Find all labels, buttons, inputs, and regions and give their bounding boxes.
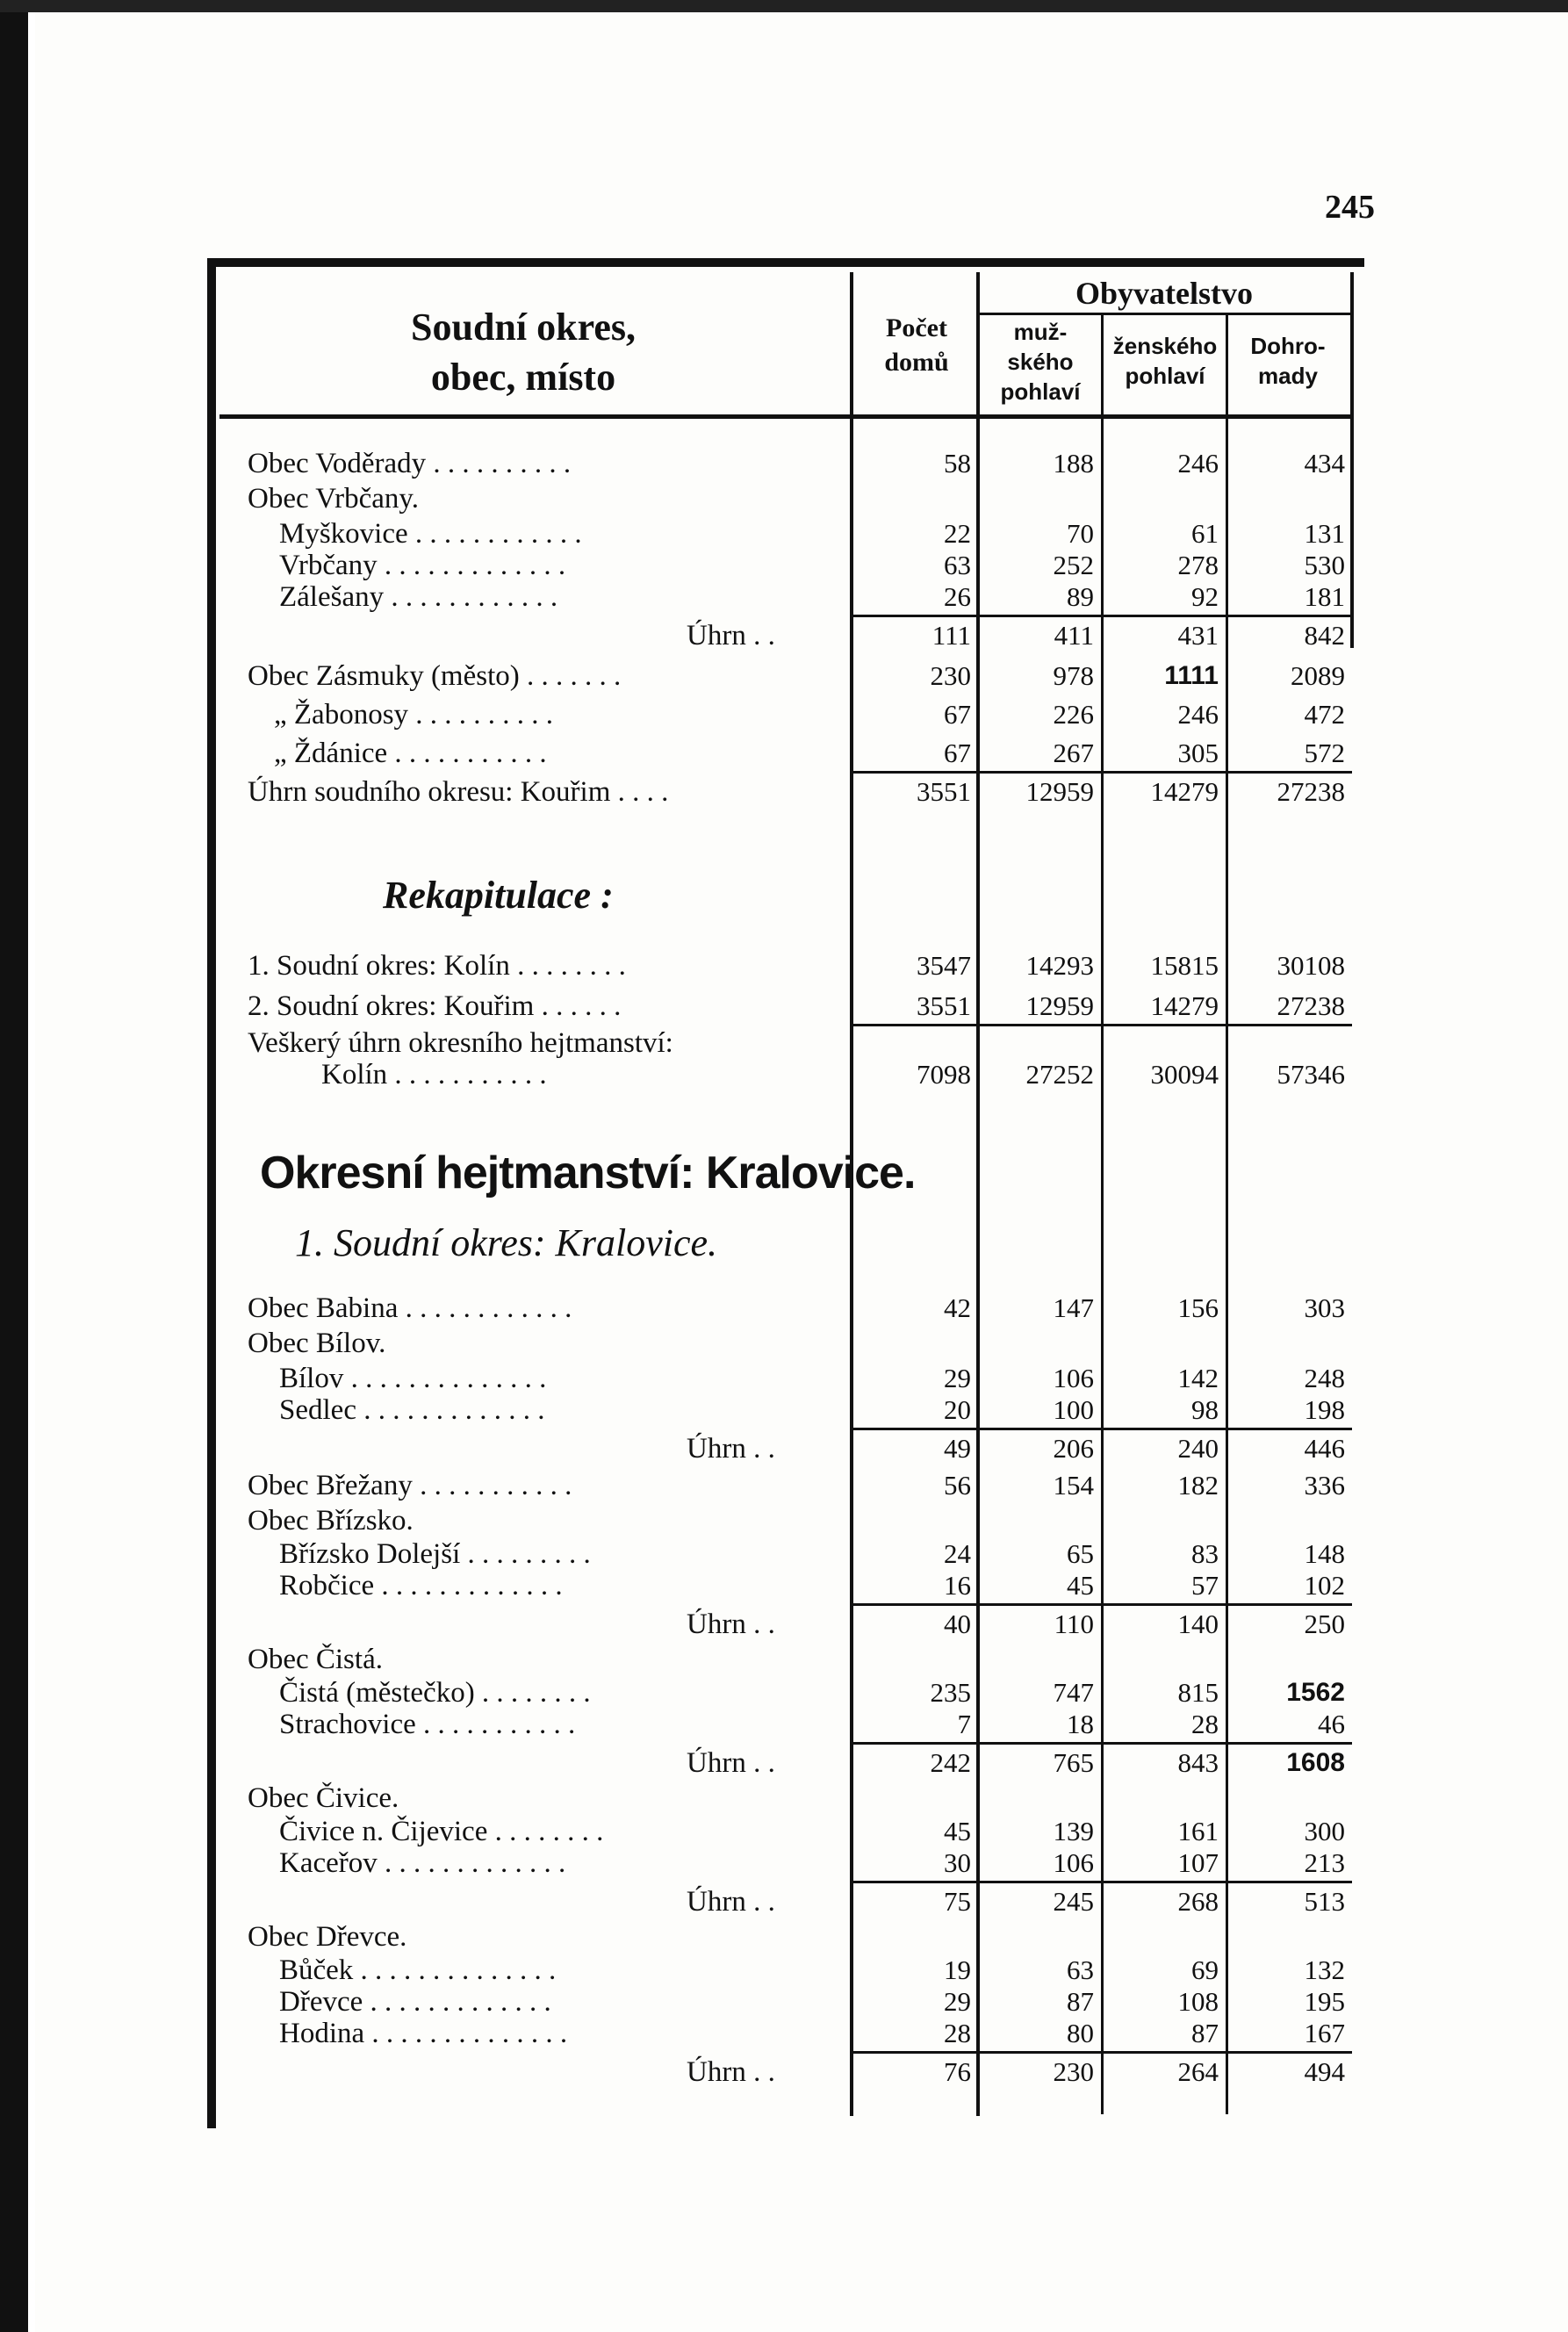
cell-female: 268: [1177, 1886, 1219, 1917]
scan-edge-left: [0, 0, 28, 2332]
cell-total: 46: [1318, 1709, 1345, 1739]
cell-female: 14279: [1150, 990, 1219, 1021]
cell-female: 140: [1177, 1609, 1219, 1639]
cell-female: 431: [1177, 620, 1219, 651]
row-label: Obec Bílov.: [248, 1328, 386, 1359]
column-header-male-line1: muž-: [1013, 319, 1068, 345]
table-row: [207, 948, 1364, 983]
cell-total: 1562: [1286, 1678, 1345, 1707]
cell-male: 252: [1053, 550, 1094, 580]
cell-female: 815: [1177, 1677, 1219, 1708]
table-row-grand-total-label: [207, 1026, 1364, 1061]
cell-male: 154: [1053, 1470, 1094, 1501]
cell-houses: 3547: [917, 950, 971, 981]
row-label: Obec Voděrady . . . . . . . . . .: [248, 448, 572, 479]
cell-houses: 58: [944, 448, 971, 479]
row-label: 1. Soudní okres: Kolín . . . . . . . .: [248, 950, 626, 982]
cell-total: 27238: [1277, 776, 1345, 807]
cell-female: 98: [1191, 1394, 1219, 1425]
population-table: [207, 258, 1364, 2128]
cell-female: 278: [1177, 550, 1219, 580]
cell-houses: 63: [944, 550, 971, 580]
row-label: Dřevce . . . . . . . . . . . . .: [279, 1986, 551, 2018]
cell-total: 132: [1304, 1954, 1345, 1985]
cell-houses: 29: [944, 1363, 971, 1393]
row-label: Břízsko Dolejší . . . . . . . . .: [279, 1538, 591, 1570]
cell-houses: 111: [931, 620, 971, 651]
row-label: „ Žabonosy . . . . . . . . . .: [274, 699, 554, 731]
table-row: [207, 1984, 1364, 2019]
table-row: [207, 1707, 1364, 1742]
table-row-subtotal: [207, 1884, 1364, 1919]
cell-male: 139: [1053, 1816, 1094, 1846]
cell-male: 411: [1054, 620, 1094, 651]
cell-total: 434: [1304, 448, 1345, 479]
cell-total: 57346: [1277, 1059, 1345, 1090]
cell-houses: 29: [944, 1986, 971, 2017]
cell-female: 161: [1177, 1816, 1219, 1846]
cell-male: 18: [1067, 1709, 1094, 1739]
table-row: [207, 1326, 1364, 1361]
cell-houses: 75: [944, 1886, 971, 1917]
table-row: [207, 659, 1364, 694]
cell-female: 305: [1177, 738, 1219, 768]
cell-male: 27252: [1025, 1059, 1094, 1090]
row-label: Bílov . . . . . . . . . . . . . .: [279, 1363, 547, 1394]
row-label: Úhrn . .: [687, 1747, 775, 1779]
row-label: Úhrn . .: [687, 620, 775, 651]
cell-houses: 67: [944, 699, 971, 730]
cell-female: 107: [1177, 1847, 1219, 1878]
cell-male: 765: [1053, 1747, 1094, 1778]
table-row: [207, 1846, 1364, 1881]
cell-male: 45: [1067, 1570, 1094, 1601]
row-label: 2. Soudní okres: Kouřim . . . . . .: [248, 990, 622, 1022]
row-label: Zálešany . . . . . . . . . . . .: [279, 581, 558, 613]
cell-houses: 235: [930, 1677, 971, 1708]
row-label: Kolín . . . . . . . . . . .: [321, 1059, 547, 1090]
cell-male: 100: [1053, 1394, 1094, 1425]
table-row: [207, 1953, 1364, 1988]
table-row: [207, 1919, 1364, 1954]
cell-total: 530: [1304, 550, 1345, 580]
cell-male: 978: [1053, 660, 1094, 691]
cell-female: 264: [1177, 2056, 1219, 2087]
cell-female: 182: [1177, 1470, 1219, 1501]
cell-total: 513: [1304, 1886, 1345, 1917]
cell-total: 198: [1304, 1394, 1345, 1425]
scan-edge-top: [0, 0, 1568, 12]
cell-houses: 45: [944, 1816, 971, 1846]
cell-female: 843: [1177, 1747, 1219, 1778]
table-row: [207, 1568, 1364, 1603]
court-district-subheading: 1. Soudní okres: Kralovice.: [295, 1221, 718, 1264]
cell-total: 250: [1304, 1609, 1345, 1639]
row-label: Obec Zásmuky (město) . . . . . . .: [248, 660, 622, 692]
sum-rule: [853, 771, 1352, 774]
cell-total: 494: [1304, 2056, 1345, 2087]
cell-total: 148: [1304, 1538, 1345, 1569]
page-number: 245: [1325, 189, 1375, 226]
table-row-subtotal: [207, 1431, 1364, 1466]
cell-female: 15815: [1150, 950, 1219, 981]
cell-female: 92: [1191, 581, 1219, 612]
column-header-houses-line2: domů: [884, 348, 949, 377]
column-header-total-line1: Dohro-: [1250, 333, 1326, 359]
cell-male: 12959: [1025, 776, 1094, 807]
column-header-place-line2: obec, místo: [430, 356, 616, 399]
cell-male: 245: [1053, 1886, 1094, 1917]
sum-rule: [853, 1428, 1352, 1430]
cell-female: 246: [1177, 699, 1219, 730]
table-row: [207, 1537, 1364, 1572]
table-top-rule: [207, 258, 1364, 267]
cell-male: 65: [1067, 1538, 1094, 1569]
table-row: [207, 1642, 1364, 1677]
row-label: Čivice n. Čijevice . . . . . . . .: [279, 1816, 604, 1847]
cell-houses: 19: [944, 1954, 971, 1985]
cell-total: 181: [1304, 581, 1345, 612]
row-label: Úhrn soudního okresu: Kouřim . . . .: [248, 776, 669, 808]
row-label: Čistá (městečko) . . . . . . . .: [279, 1677, 591, 1709]
table-row: [207, 2016, 1364, 2051]
cell-male: 80: [1067, 2018, 1094, 2048]
row-label: Obec Břízsko.: [248, 1505, 414, 1537]
row-label: Úhrn . .: [687, 1609, 775, 1640]
table-row-grand-total: [207, 1057, 1364, 1092]
table-row-subtotal: [207, 618, 1364, 653]
cell-male: 14293: [1025, 950, 1094, 981]
cell-total: 30108: [1277, 950, 1345, 981]
row-label: Úhrn . .: [687, 1886, 775, 1918]
cell-male: 106: [1053, 1847, 1094, 1878]
table-row: [207, 1781, 1364, 1816]
table-row-subtotal: [207, 1607, 1364, 1642]
cell-female: 142: [1177, 1363, 1219, 1393]
cell-total: 300: [1304, 1816, 1345, 1846]
cell-houses: 7098: [917, 1059, 971, 1090]
row-label: Obec Babina . . . . . . . . . . . .: [248, 1292, 572, 1324]
cell-male: 226: [1053, 699, 1094, 730]
cell-houses: 56: [944, 1470, 971, 1501]
table-row: [207, 481, 1364, 516]
cell-total: 131: [1304, 518, 1345, 549]
table-row: [207, 1291, 1364, 1326]
cell-total: 842: [1304, 620, 1345, 651]
cell-male: 747: [1053, 1677, 1094, 1708]
cell-houses: 20: [944, 1394, 971, 1425]
cell-houses: 40: [944, 1609, 971, 1639]
row-label: Myškovice . . . . . . . . . . . .: [279, 518, 582, 550]
table-row: [207, 1503, 1364, 1538]
cell-houses: 230: [930, 660, 971, 691]
cell-female: 240: [1177, 1433, 1219, 1464]
cell-female: 83: [1191, 1538, 1219, 1569]
cell-female: 108: [1177, 1986, 1219, 2017]
cell-total: 248: [1304, 1363, 1345, 1393]
row-label: Vrbčany . . . . . . . . . . . . .: [279, 550, 566, 581]
cell-male: 188: [1053, 448, 1094, 479]
cell-houses: 42: [944, 1292, 971, 1323]
sum-rule: [853, 1603, 1352, 1606]
table-row: [207, 736, 1364, 771]
column-header-place: [234, 302, 813, 402]
cell-total: 213: [1304, 1847, 1345, 1878]
book-page: [35, 12, 1568, 2332]
cell-female: 61: [1191, 518, 1219, 549]
row-label: Obec Čivice.: [248, 1782, 399, 1814]
column-header-houses-line1: Počet: [886, 313, 947, 342]
cell-total: 472: [1304, 699, 1345, 730]
column-header-male: [980, 318, 1101, 407]
cell-female: 28: [1191, 1709, 1219, 1739]
cell-houses: 242: [930, 1747, 971, 1778]
column-header-female-line2: pohlaví: [1125, 362, 1205, 389]
cell-total: 303: [1304, 1292, 1345, 1323]
table-row: [207, 989, 1364, 1024]
row-label: Úhrn . .: [687, 2056, 775, 2088]
column-header-female: [1104, 332, 1226, 392]
column-header-place-line1: Soudní okres,: [411, 306, 636, 349]
cell-male: 70: [1067, 518, 1094, 549]
column-group-header: Obyvatelstvo: [1075, 276, 1253, 311]
sum-rule: [853, 1742, 1352, 1745]
cell-houses: 67: [944, 738, 971, 768]
column-header-male-line2: ského: [1007, 348, 1074, 375]
table-row-total: [207, 774, 1364, 810]
cell-houses: 22: [944, 518, 971, 549]
cell-male: 12959: [1025, 990, 1094, 1021]
row-label: Sedlec . . . . . . . . . . . . .: [279, 1394, 545, 1426]
cell-male: 110: [1054, 1609, 1094, 1639]
table-row: [207, 579, 1364, 615]
cell-houses: 3551: [917, 990, 971, 1021]
column-header-houses: [857, 311, 976, 379]
row-label: Robčice . . . . . . . . . . . . .: [279, 1570, 563, 1601]
table-row: [207, 1468, 1364, 1503]
table-row-subtotal: [207, 2055, 1364, 2090]
cell-total: 102: [1304, 1570, 1345, 1601]
table-row: [207, 446, 1364, 481]
cell-male: 87: [1067, 1986, 1094, 2017]
cell-houses: 26: [944, 581, 971, 612]
table-row: [207, 697, 1364, 732]
recap-title: Rekapitulace :: [383, 874, 614, 917]
cell-female: 57: [1191, 1570, 1219, 1601]
cell-total: 167: [1304, 2018, 1345, 2048]
column-header-female-line1: ženského: [1112, 333, 1218, 359]
cell-houses: 30: [944, 1847, 971, 1878]
row-label: „ Ždánice . . . . . . . . . . .: [274, 738, 547, 769]
cell-houses: 24: [944, 1538, 971, 1569]
table-row-subtotal: [207, 1745, 1364, 1781]
cell-total: 195: [1304, 1986, 1345, 2017]
group-rule: [980, 313, 1352, 315]
column-header-total: [1229, 332, 1347, 392]
cell-houses: 76: [944, 2056, 971, 2087]
cell-female: 14279: [1150, 776, 1219, 807]
cell-total: 572: [1304, 738, 1345, 768]
cell-houses: 28: [944, 2018, 971, 2048]
cell-male: 206: [1053, 1433, 1094, 1464]
cell-female: 30094: [1150, 1059, 1219, 1090]
cell-total: 446: [1304, 1433, 1345, 1464]
header-bottom-rule: [219, 414, 1352, 419]
cell-male: 267: [1053, 738, 1094, 768]
cell-female: 69: [1191, 1954, 1219, 1985]
row-label: Obec Dřevce.: [248, 1921, 407, 1953]
cell-houses: 16: [944, 1570, 971, 1601]
row-label: Úhrn . .: [687, 1433, 775, 1465]
row-label: Kaceřov . . . . . . . . . . . . .: [279, 1847, 566, 1879]
row-label: Obec Vrbčany.: [248, 483, 420, 515]
cell-male: 230: [1053, 2056, 1094, 2087]
district-heading: Okresní hejtmanství: Kralovice.: [260, 1148, 916, 1198]
cell-total: 2089: [1291, 660, 1345, 691]
table-row: [207, 1393, 1364, 1428]
row-label: Obec Čistá.: [248, 1644, 383, 1675]
cell-male: 63: [1067, 1954, 1094, 1985]
row-label: Obec Břežany . . . . . . . . . . .: [248, 1470, 572, 1501]
cell-houses: 3551: [917, 776, 971, 807]
column-header-total-line2: mady: [1258, 362, 1318, 389]
cell-houses: 7: [957, 1709, 971, 1739]
cell-total: 1608: [1286, 1748, 1345, 1777]
cell-female: 87: [1191, 2018, 1219, 2048]
cell-houses: 49: [944, 1433, 971, 1464]
table-row: [207, 1675, 1364, 1710]
table-row: [207, 548, 1364, 583]
cell-total: 27238: [1277, 990, 1345, 1021]
cell-female: 156: [1177, 1292, 1219, 1323]
table-row: [207, 1814, 1364, 1849]
cell-male: 106: [1053, 1363, 1094, 1393]
table-row: [207, 1361, 1364, 1396]
sum-rule: [853, 2051, 1352, 2054]
row-label: Strachovice . . . . . . . . . . .: [279, 1709, 576, 1740]
sum-rule: [853, 615, 1352, 617]
row-label: Hodina . . . . . . . . . . . . . .: [279, 2018, 568, 2049]
cell-total: 336: [1304, 1470, 1345, 1501]
column-header-male-line3: pohlaví: [1000, 378, 1081, 405]
cell-female: 246: [1177, 448, 1219, 479]
sum-rule: [853, 1881, 1352, 1883]
cell-female: 1111: [1164, 661, 1219, 690]
row-label: Bůček . . . . . . . . . . . . . .: [279, 1954, 557, 1986]
cell-male: 147: [1053, 1292, 1094, 1323]
table-row: [207, 516, 1364, 551]
cell-male: 89: [1067, 581, 1094, 612]
row-label: Veškerý úhrn okresního hejtmanství:: [248, 1027, 673, 1059]
